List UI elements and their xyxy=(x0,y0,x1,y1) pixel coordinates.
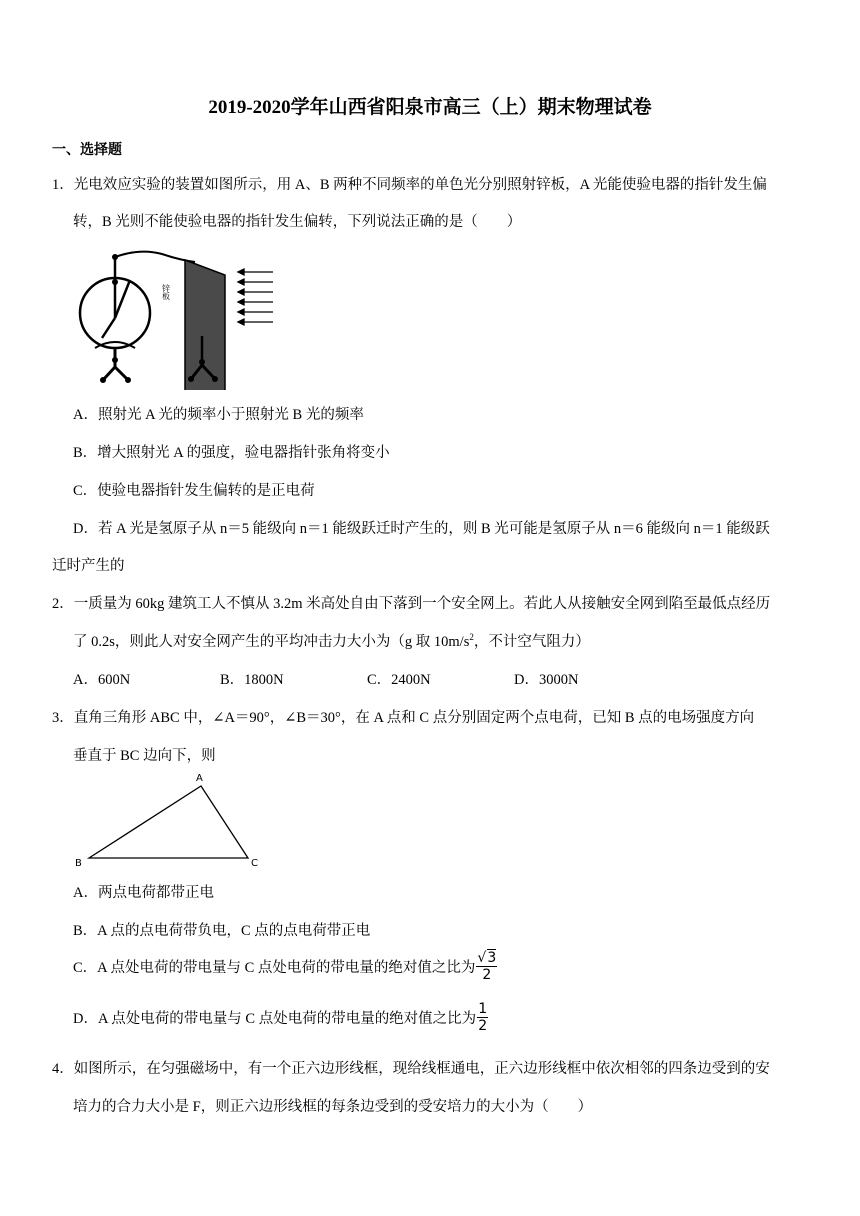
q3-option-d-denominator: 2 xyxy=(478,1018,488,1034)
zinc-plate-label: 锌板 xyxy=(161,284,171,300)
q2-exponent: 2 xyxy=(469,632,474,643)
q3-option-c-denominator: 2 xyxy=(482,967,492,983)
q2-options xyxy=(73,668,661,689)
q2-stem-line2-post: ，不计空气阻力） xyxy=(473,634,590,650)
triangle-figure xyxy=(70,768,270,868)
q3-option-b: B．A 点的点电荷带负电，C 点的点电荷带正电 xyxy=(73,923,371,939)
light-rays xyxy=(238,269,273,325)
q3-option-a: A．两点电荷都带正电 xyxy=(73,885,214,901)
q3-option-c xyxy=(73,951,497,982)
photoelectric-figure xyxy=(70,240,290,390)
page-title: 2019-2020学年山西省阳泉市高三（上）期末物理试卷 xyxy=(208,97,652,118)
q4-stem-line2: 培力的合力大小是 F，则正六边形线框的每条边受到的受安培力的大小为（ ） xyxy=(73,1099,593,1115)
triangle-abc xyxy=(89,786,248,858)
q3-option-c-text: C．A 点处电荷的带电量与 C 点处电荷的带电量的绝对值之比为 xyxy=(73,960,476,976)
q3-stem-line2: 垂直于 BC 边向下，则 xyxy=(73,748,216,764)
q2-stem-line2 xyxy=(73,630,590,651)
q2-stem-line2-pre: 了 0.2s，则此人对安全网产生的平均冲击力大小为（g 取 10m/s xyxy=(73,634,470,650)
q1-option-d-line2: 迁时产生的 xyxy=(52,558,125,574)
q2-stem-line1: 2．一质量为 60kg 建筑工人不慎从 3.2m 米高处自由下落到一个安全网上。若此人从接触安全网到陷至最低点经历 xyxy=(52,596,771,612)
vertex-label-a: A xyxy=(196,773,203,784)
q3-option-d-numerator: 1 xyxy=(478,1001,488,1017)
q2-option-a: A．600N xyxy=(73,672,131,688)
q2-option-d: D．3000N xyxy=(514,672,579,688)
q4-stem-line1: 4．如图所示，在匀强磁场中，有一个正六边形线框，现给线框通电，正六边形线框中依次相邻的四条边受到的安 xyxy=(52,1061,770,1077)
vertex-label-c: C xyxy=(251,858,258,868)
q1-option-c: C．使验电器指针发生偏转的是正电荷 xyxy=(73,483,315,499)
q3-stem-line1: 3．直角三角形 ABC 中，∠A＝90°，∠B＝30°，在 A 点和 C 点分别固定两个点电荷，已知 B 点的电场强度方向 xyxy=(52,710,755,726)
q2-option-c: C．2400N xyxy=(367,672,431,688)
q1-option-d-line1: D．若 A 光是氢原子从 n＝5 能级向 n＝1 能级跃迁时产生的，则 B 光可能是氢原子从 n＝6 能级向 n＝1 能级跃 xyxy=(73,521,770,537)
q2-option-b: B．1800N xyxy=(220,672,284,688)
q1-stem-line1: 1．光电效应实验的装置如图所示，用 A、B 两种不同频率的单色光分别照射锌板，A 光能使验电器的指针发生偏 xyxy=(52,177,767,193)
q1-stem-line2: 转，B 光则不能使验电器的指针发生偏转，下列说法正确的是（ ） xyxy=(73,214,522,230)
q3-option-c-fraction: $\frac{√3}{2}$ xyxy=(477,950,497,983)
q3-option-d xyxy=(73,1002,488,1033)
q3-option-d-text: D．A 点处电荷的带电量与 C 点处电荷的带电量的绝对值之比为 xyxy=(73,1011,477,1027)
q1-option-b: B．增大照射光 A 的强度，验电器指针张角将变小 xyxy=(73,445,390,461)
vertex-label-b: B xyxy=(75,858,82,868)
zinc-plate xyxy=(185,260,225,390)
section-heading: 一、选择题 xyxy=(52,143,122,158)
q3-option-d-fraction xyxy=(477,1002,488,1033)
q1-option-a: A．照射光 A 光的频率小于照射光 B 光的频率 xyxy=(73,407,364,423)
q3-option-c-numerator: 3 xyxy=(487,950,497,966)
